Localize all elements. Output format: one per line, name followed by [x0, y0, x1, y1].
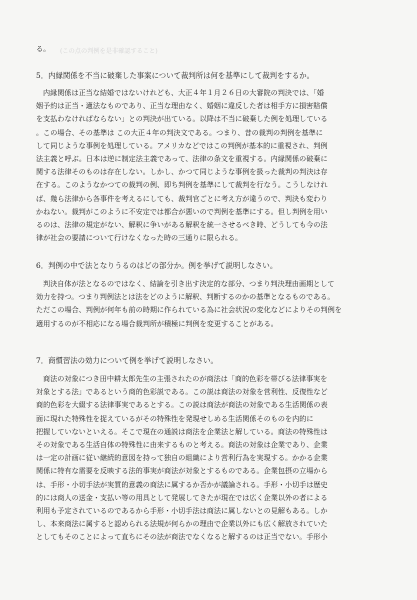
s6-line: 適用するのが不相応になる場合裁判所が積極に判例を変更することがある。 — [36, 318, 278, 328]
s7-line: 面に現れた特殊性を捉えているがその特殊性を発現せしめる生活関係そのものを内的に — [36, 413, 314, 423]
s7-line: は一定の計画に従い継続的意図を持って独自の組織により営利行為を実現する。かかる企業 — [36, 453, 328, 463]
s5-line: して同じような事例を処理している。アメリカなどではこの判例が基本的に重視され、判例 — [36, 140, 328, 150]
section-7-body — [36, 372, 386, 544]
s7-line: 利用も予定されているのであるから手形・小切手法は商法に属しないとの見解もある。しか — [36, 506, 328, 516]
section-6-body — [36, 277, 386, 330]
section-5-body — [36, 86, 386, 244]
s7-line: 把握していないといえる。そこで現在の通説は商法を企業法と解している。商法の特殊性は — [36, 426, 328, 436]
s7-line: 的には商人の送金・支払い等の用具として発展してきたが現在では広く企業以外の者による — [36, 492, 328, 502]
s5-line: 内縁関係は正当な結婚ではないけれども、大正４年１月２６日の大審院の判決では、「婚 — [43, 88, 324, 97]
s5-line: 。この場合、その基準は この大正４年の判決文である。つまり、昔の裁判の判例を基準に — [36, 127, 323, 137]
s6-line: 判決自体が法となるのではなく、結論を引き出す決定的な部分、つまり判決理由画期として — [43, 279, 335, 288]
s5-line: 法主義と呼ぶ。日本は逆に制定法主義であって、法律の条文を重視する。内縁関係の破棄に — [36, 154, 328, 164]
s5-line: かねない。裁判がこのように不安定では都合が悪いので判例を基準にする。但し判例を用い — [36, 206, 328, 216]
s7-line: その対象である生活自体の特殊性に由来するものと考える。商法の対象は企業であり、企業 — [36, 440, 328, 450]
faint-bleed-through-text: (この点の判例を是非確認すること) — [60, 48, 158, 55]
s5-line: 在する。このようなかつての裁判の例、即ち判例を基準にして裁判を行なう。こうしなけれ — [36, 180, 328, 190]
s7-line: 対象とする法」であるという商的色彩説である。この説は商法の対象を営利性、反復性など — [36, 387, 328, 397]
s7-line: 商法の対象につき田中耕太郎先生の主張されたのが商法は「商的色彩を帯びる法律事実を — [43, 374, 328, 383]
s7-line: 商的色彩を大綴する法律事実であるとする。この説は商法が商法の対象である生活関係の表 — [36, 400, 328, 410]
section-5-heading: 5．内縁関係を不当に破棄した事案について裁判所は何を基準にして裁判をするか。 — [36, 71, 315, 80]
s7-line: は、手形・小切手法が実質的意義の商法に属するか否かが議論される。手形・小切手は歴史 — [36, 479, 328, 489]
s5-line: 姻予約は正当・適法なものであり、正当な理由なく、婚姻に違反した者は相手方に損害賠償 — [36, 101, 328, 111]
s5-line: を支払わなければならない」との判決が出ている。以降は不当に破棄した例を処理している — [36, 114, 328, 124]
s5-line: 関する法律そのものは存在しない。しかし、かつて同じような事例を扱った裁判の判決は存 — [36, 167, 328, 177]
section-7-heading: 7．商慣習法の効力について例を挙げて説明しなさい。 — [36, 356, 218, 365]
intro-tail: る。 — [36, 44, 51, 53]
s7-line: としてもそのことによって直ちにその法が商法でなくなると解するのは正当でない。手形小 — [36, 532, 328, 542]
s7-line: 関係に特有な需要を反映する法的事実が商法が対象とするものである。企業包摂の立場から — [36, 466, 328, 476]
s5-line: るのは、法律の規定がない、解釈に争いがある解釈を統一させるべき時、どうしても今の法 — [36, 220, 328, 230]
s6-line: ただこの場合、判例が何年も前の時期に作られている為に社会状況の変化などによりその判例を — [36, 305, 342, 315]
s5-line: 律が社会の要請について行けなくなった時の三通りに限られる。 — [36, 233, 243, 243]
s5-line: ば、幾ら法律から各事件を考えるにしても、裁判官ごとに考え方が違うので、判決も変わり — [36, 193, 328, 203]
s7-line: し、本来商法に属すると認められる法規が何らかの理由で企業以外にも広く解放されていた — [36, 519, 328, 529]
section-6-heading: 6．判例の中で法となりうるのはどの部分か。例を挙げて説明しなさい。 — [36, 261, 278, 270]
s6-line: 効力を持つ。つまり判例法とは法をどのように解釈、判断するのかの基準となるものである。 — [36, 292, 335, 302]
